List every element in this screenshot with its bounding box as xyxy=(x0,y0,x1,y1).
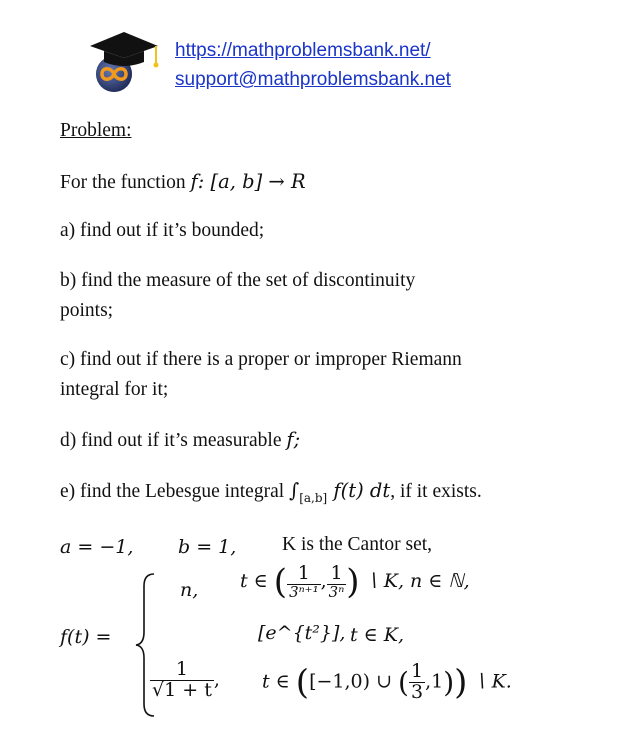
case1-cond-suffix: ∖ K, n ∈ ℕ, xyxy=(365,570,470,592)
case3-value: $\frac{1}{√1 + t}$ , xyxy=(152,658,220,701)
case1-value: n, xyxy=(180,579,199,601)
case1-frac2-num: 1 xyxy=(330,561,343,584)
case1-frac2-den: 3ⁿ xyxy=(328,582,345,601)
given-K: K is the Cantor set, xyxy=(282,534,433,555)
case3-cond-suffix: ∖ K. xyxy=(473,670,512,693)
case3-cond-prefix: t ∈ xyxy=(262,670,290,693)
item-d-math: f; xyxy=(286,428,301,451)
support-email-link[interactable]: support@mathproblemsbank.net xyxy=(175,69,451,90)
intro-math: f: [a, b] → R xyxy=(190,170,306,193)
integral-domain: [a,b] xyxy=(299,491,328,505)
problem-intro xyxy=(60,167,306,198)
case3-tail: ,1 xyxy=(425,670,444,693)
item-c-line1: c) find out if there is a proper or improper Riemann xyxy=(60,349,462,370)
case1-cond-prefix: t ∈ xyxy=(240,570,268,592)
item-a: a) find out if it’s bounded; xyxy=(60,220,265,241)
item-e-text: e) find the Lebesgue integral xyxy=(60,481,290,502)
case3-num: 1 xyxy=(175,658,188,680)
integral-expression xyxy=(289,479,391,505)
given-b: b = 1, xyxy=(178,536,237,558)
item-e-tail: , if it exists. xyxy=(390,481,482,502)
item-e xyxy=(60,476,482,513)
case2-condition: t ∈ K, xyxy=(350,624,405,646)
site-url-link[interactable]: https://mathproblemsbank.net/ xyxy=(175,40,431,61)
case3-interval: [−1,0) ∪ xyxy=(309,670,392,693)
integral-sign: ∫ xyxy=(289,479,300,502)
case3-frac-num: 1 xyxy=(410,660,424,682)
case1-frac1-den: 3ⁿ⁺¹ xyxy=(289,582,319,601)
item-d-text: d) find out if it’s measurable xyxy=(60,430,287,451)
mathproblemsbank-logo xyxy=(88,26,160,96)
case3-frac-den: 3 xyxy=(410,680,424,703)
item-b-line2: points; xyxy=(60,300,114,321)
case1-condition: t ∈ ( $\frac{1}{\text{3ⁿ⁺¹}}$ , $\frac{1}{\text{3ⁿ}}$ ) ∖ K, n ∈ ℕ, xyxy=(240,561,470,602)
function-lhs: f(t) = xyxy=(60,626,112,648)
contact-links xyxy=(175,36,451,94)
case2-value: [e^{t²}], xyxy=(258,622,346,644)
case3-den: √1 + t xyxy=(152,678,212,701)
case3-condition: t ∈ ([−1,0) ∪ ( $\frac{1}{3}$ ,1)) ∖ K. xyxy=(262,660,512,703)
integral-body: f(t) dt xyxy=(327,479,391,502)
problem-heading: Problem: xyxy=(60,120,132,141)
item-c-line2: integral for it; xyxy=(60,379,169,400)
intro-text: For the function xyxy=(60,172,191,193)
item-d xyxy=(60,425,300,456)
given-a: a = −1, xyxy=(60,536,134,558)
item-b-line1: b) find the measure of the set of discontinuity xyxy=(60,270,416,291)
case1-frac1-num: 1 xyxy=(297,561,310,584)
